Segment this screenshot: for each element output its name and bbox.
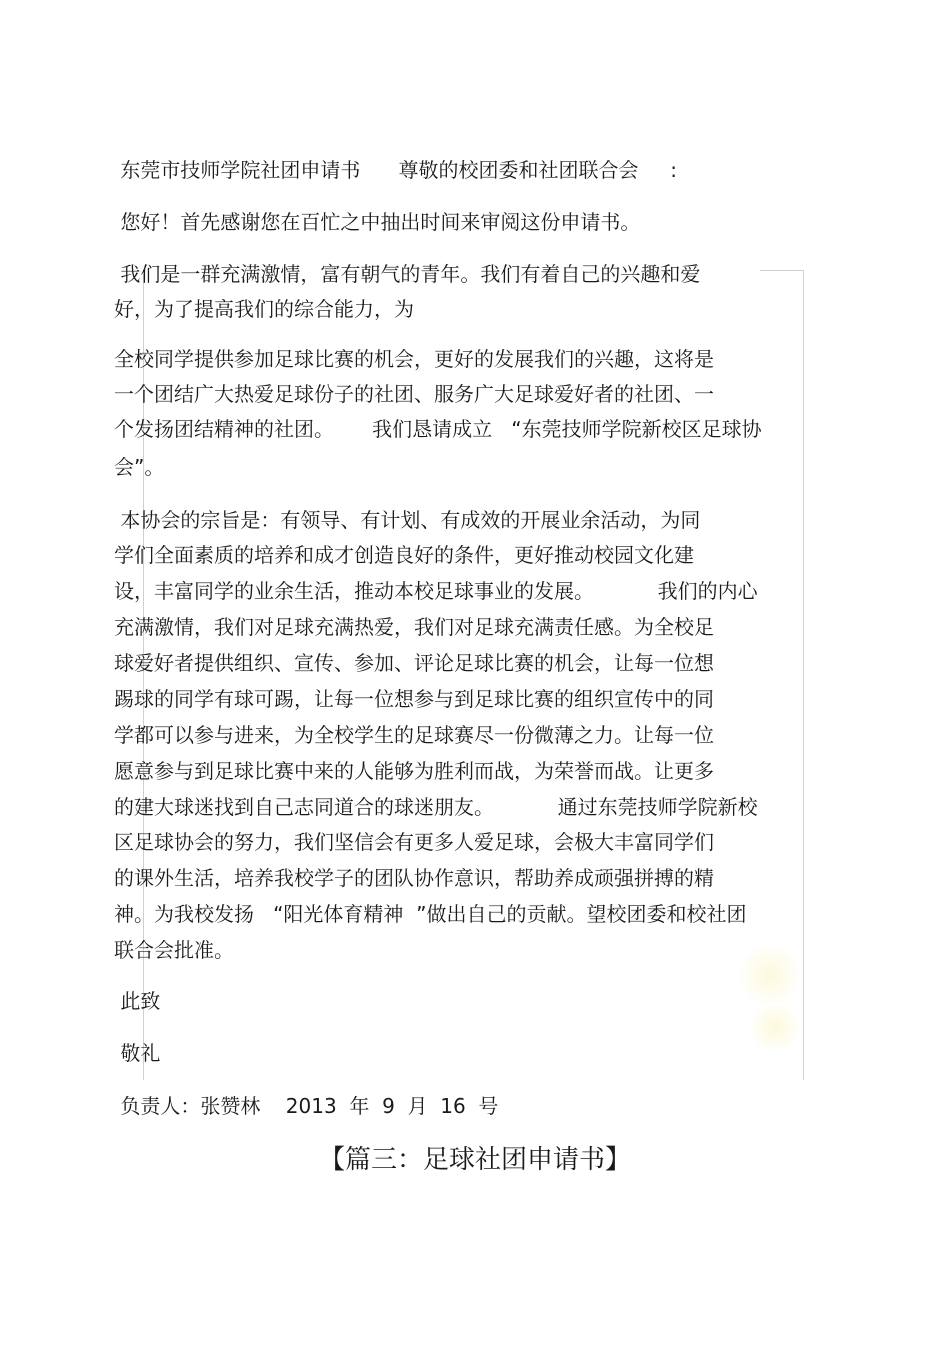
paragraph-line: 本协会的宗旨是：有领导、有计划、有成效的开展业余活动，为同 bbox=[114, 508, 701, 532]
paragraph-line: 一个团结广大热爱足球份子的社团、服务广大足球爱好者的社团、一 bbox=[114, 382, 714, 406]
paragraph-line: 会”。 bbox=[114, 455, 165, 479]
paragraph-line: 踢球的同学有球可踢，让每一位想参与到足球比赛的组织宣传中的同 bbox=[114, 687, 714, 711]
frame-border-right bbox=[803, 270, 804, 1080]
paragraph-line: 区足球协会的努力，我们坚信会有更多人爱足球，会极大丰富同学们 bbox=[114, 830, 714, 854]
closing-line: 此致 bbox=[114, 989, 161, 1013]
frame-border-top bbox=[760, 270, 804, 271]
paragraph-line: 个发扬团结精神的社团。 我们恳请成立 “东莞技师学院新校区足球协 bbox=[114, 417, 762, 441]
section-title: 【篇三：足球社团申请书】 bbox=[318, 1145, 631, 1175]
paragraph-line: 设，丰富同学的业余生活，推动本校足球事业的发展。 我们的内心 bbox=[114, 579, 758, 603]
paragraph-line: 联合会批准。 bbox=[114, 938, 234, 962]
paragraph-line: 球爱好者提供组织、宣传、参加、评论足球比赛的机会，让每一位想 bbox=[114, 651, 714, 675]
greeting-line: 您好！首先感谢您在百忙之中抽出时间来审阅这份申请书。 bbox=[114, 210, 641, 234]
paragraph-line: 充满激情，我们对足球充满热爱，我们对足球充满责任感。为全校足 bbox=[114, 615, 714, 639]
letter-heading-line: 东莞市技师学院社团申请书 尊敬的校团委和社团联合会 : bbox=[114, 158, 678, 182]
paragraph-line: 我们是一群充满激情，富有朝气的青年。我们有着自己的兴趣和爱 bbox=[114, 262, 701, 286]
closing-line: 敬礼 bbox=[114, 1041, 161, 1065]
paragraph-line: 的课外生活，培养我校学子的团队协作意识，帮助养成顽强拼搏的精 bbox=[114, 866, 714, 890]
paragraph-line: 学们全面素质的培养和成才创造良好的条件，更好推动校园文化建 bbox=[114, 543, 694, 567]
paragraph-line: 的建大球迷找到自己志同道合的球迷朋友。 通过东莞技师学院新校 bbox=[114, 795, 758, 819]
paragraph-line: 全校同学提供参加足球比赛的机会，更好的发展我们的兴趣，这将是 bbox=[114, 347, 714, 371]
paragraph-line: 神。为我校发扬 “阳光体育精神 ”做出自己的贡献。望校团委和校社团 bbox=[114, 902, 747, 926]
paper-smudge bbox=[745, 1005, 805, 1050]
paragraph-line: 愿意参与到足球比赛中来的人能够为胜利而战，为荣誉而战。让更多 bbox=[114, 759, 714, 783]
paragraph-line: 学都可以参与进来，为全校学生的足球赛尽一份微薄之力。让每一位 bbox=[114, 723, 714, 747]
paragraph-line: 好，为了提高我们的综合能力，为 bbox=[114, 297, 414, 321]
paper-smudge bbox=[735, 945, 805, 1005]
signature-line: 负责人：张赞林 2013 年 9 月 16 号 bbox=[114, 1094, 499, 1118]
